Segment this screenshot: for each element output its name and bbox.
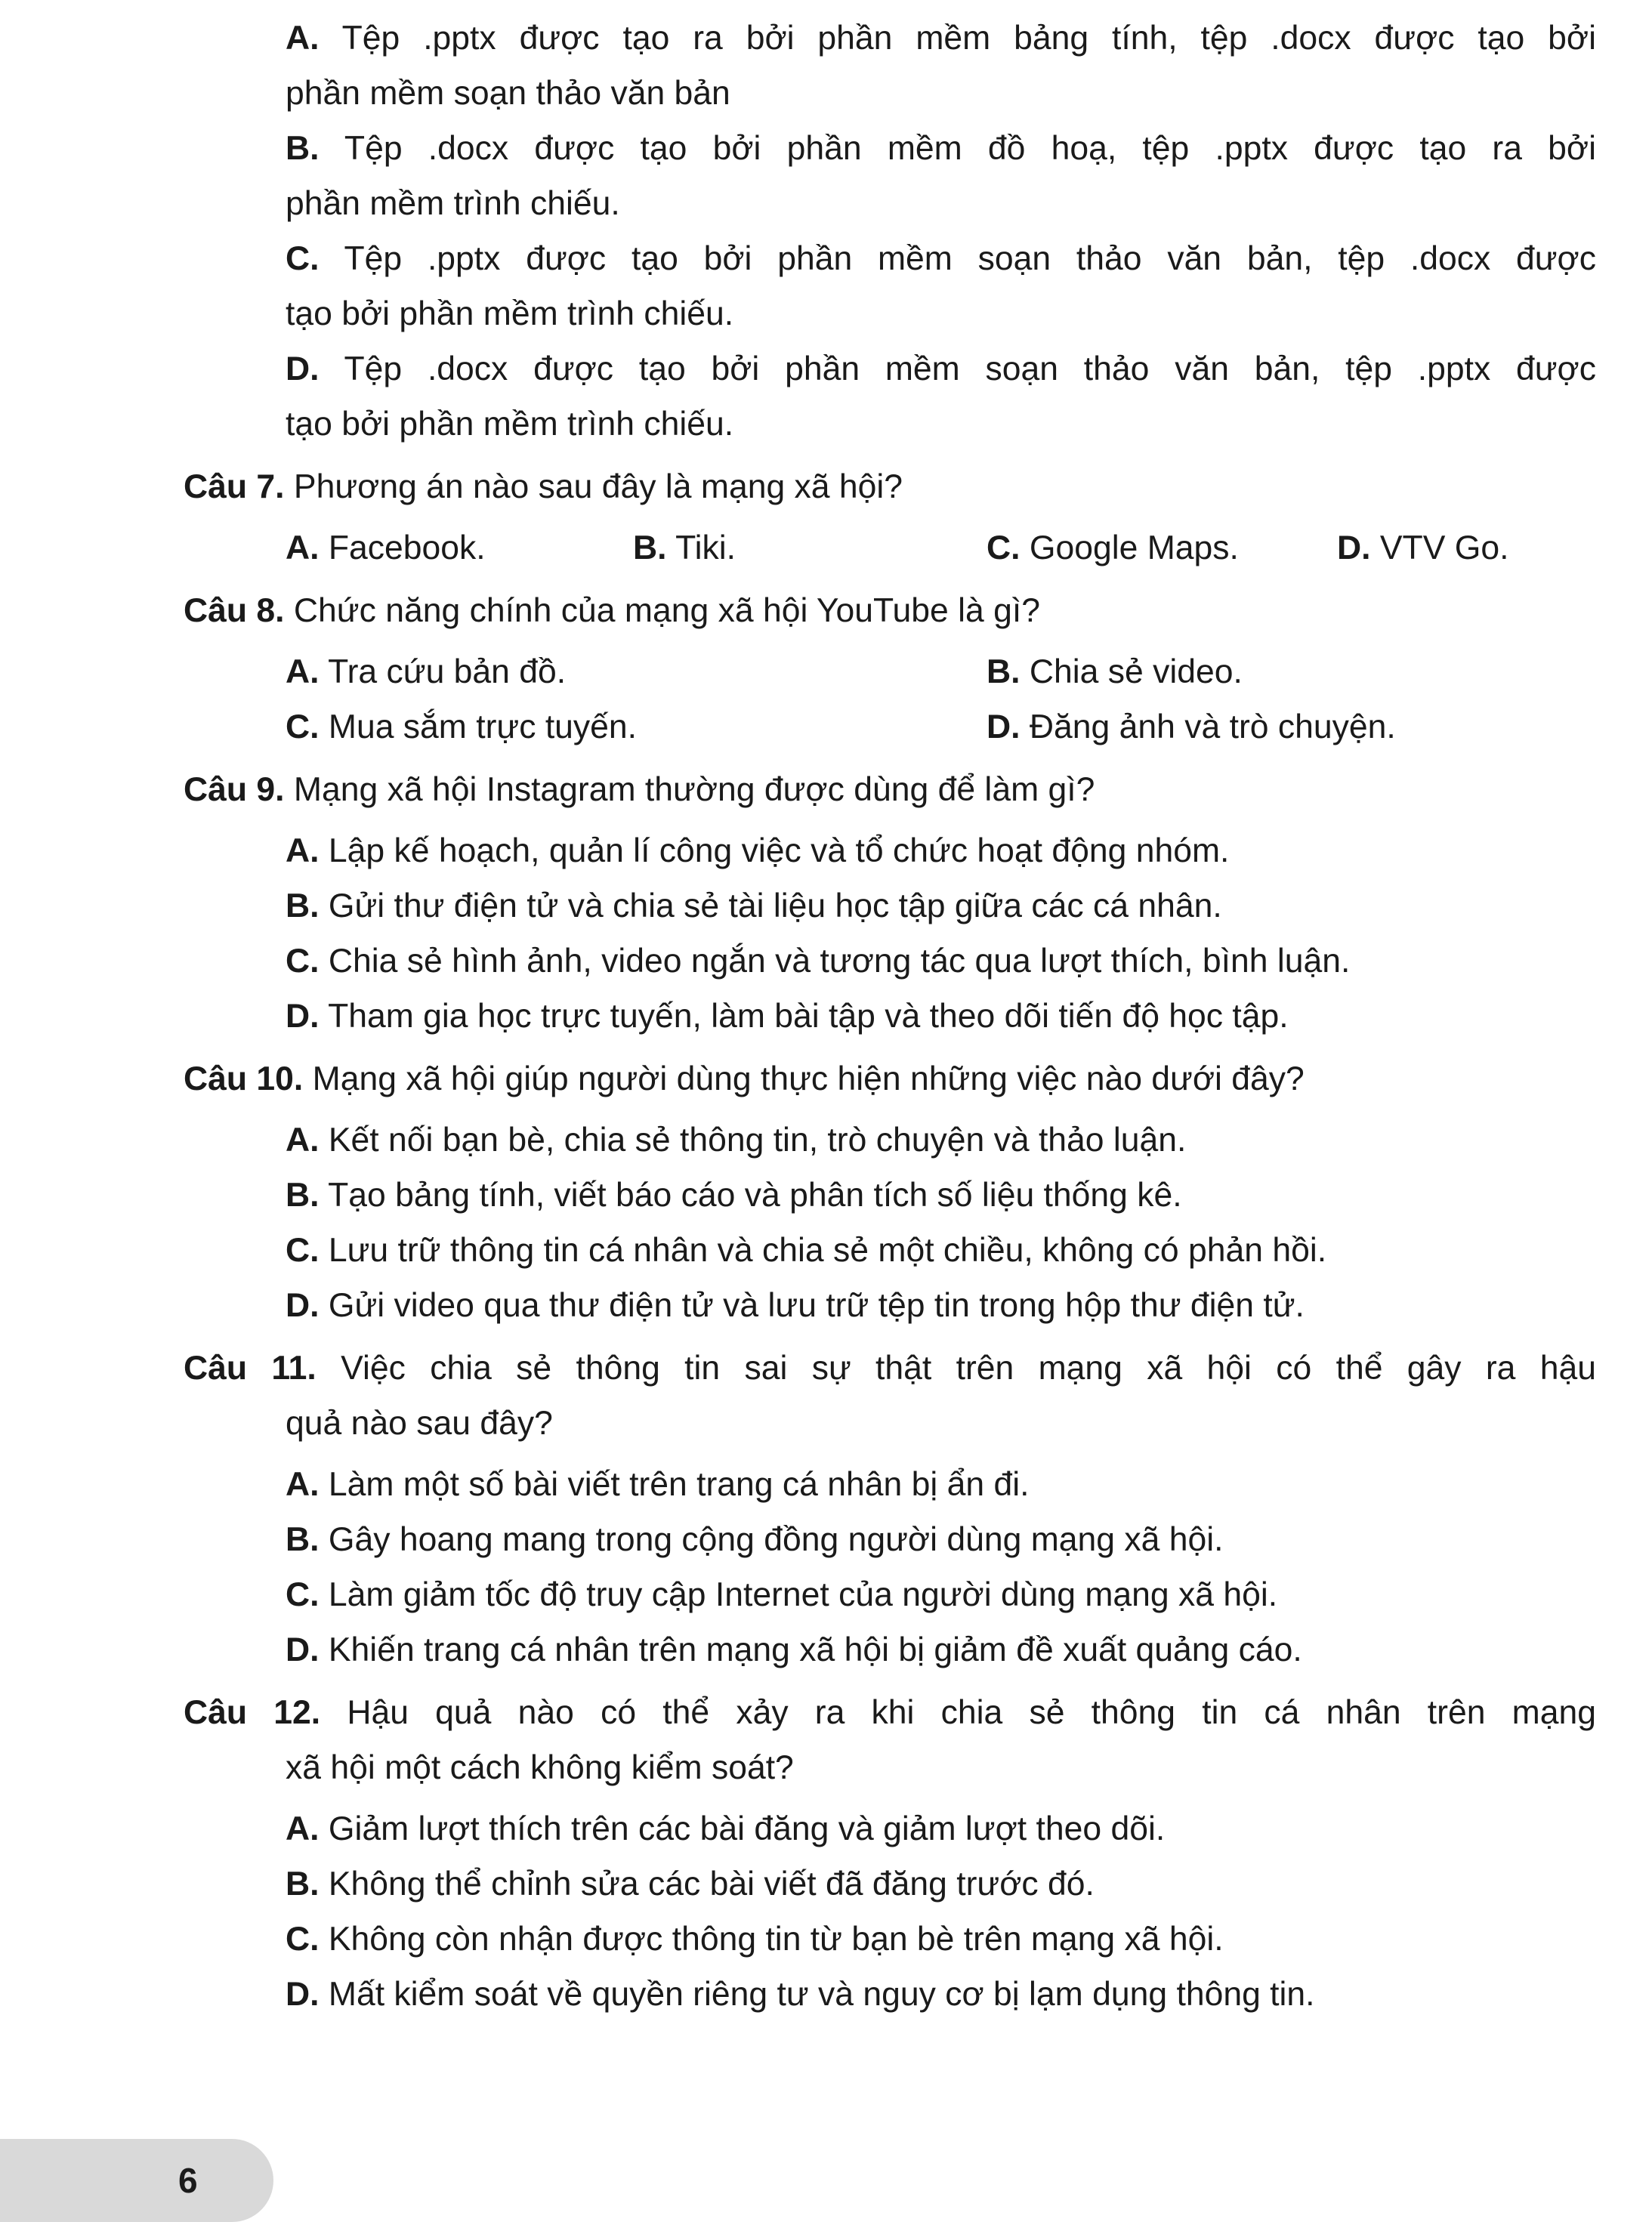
q6-option-a [184, 11, 1596, 121]
option-text-continuation: tạo bởi phần mềm trình chiếu. [286, 406, 734, 443]
q12-option-a: A. Giảm lượt thích trên các bài đăng và giảm lượt theo dõi. [286, 1810, 1166, 1847]
q8-options-row-1 [184, 644, 1596, 699]
q10-option-a: A. Kết nối bạn bè, chia sẻ thông tin, trò chuyện và thảo luận. [286, 1122, 1187, 1159]
option-text: Tệp .docx được tạo bởi phần mềm soạn thảo văn bản, tệp .pptx được [344, 350, 1596, 387]
q10-option-b: B. Tạo bảng tính, viết báo cáo và phân tích số liệu thống kê. [286, 1177, 1182, 1214]
option-text: Tệp .pptx được tạo bởi phần mềm soạn thảo văn bản, tệp .docx được [344, 240, 1596, 277]
question-label: Câu 11. [184, 1350, 317, 1387]
option-letter: D. [286, 350, 320, 387]
question-10 [184, 1051, 1596, 1106]
question-label: Câu 10. [184, 1060, 304, 1097]
option-letter: C. [286, 240, 320, 277]
question-label: Câu 7. [184, 468, 285, 505]
question-7 [184, 459, 1596, 514]
option-text-continuation: tạo bởi phần mềm trình chiếu. [286, 295, 734, 332]
question-12 [184, 1685, 1596, 1740]
option-text: Tệp .pptx được tạo ra bởi phần mềm bảng tính, tệp .docx được tạo bởi [341, 20, 1597, 57]
q6-option-b [184, 121, 1596, 231]
question-text: Mạng xã hội Instagram thường được dùng để làm gì? [293, 771, 1095, 808]
q9-option-b: B. Gửi thư điện tử và chia sẻ tài liệu học tập giữa các cá nhân. [286, 887, 1222, 924]
q12-option-b: B. Không thể chỉnh sửa các bài viết đã đăng trước đó. [286, 1866, 1095, 1903]
option-text-continuation: phần mềm soạn thảo văn bản [286, 75, 730, 112]
question-11-continuation: quả nào sau đây? [286, 1405, 553, 1442]
q7-option-a: A. Facebook. [286, 529, 486, 566]
question-label: Câu 9. [184, 771, 285, 808]
q8-option-d: D. Đăng ảnh và trò chuyện. [987, 708, 1396, 745]
q8-option-a: A. Tra cứu bản đồ. [286, 653, 567, 690]
question-text: Phương án nào sau đây là mạng xã hội? [293, 468, 903, 505]
question-9 [184, 762, 1596, 817]
q8-option-b: B. Chia sẻ video. [987, 653, 1243, 690]
q10-option-d: D. Gửi video qua thư điện tử và lưu trữ tệp tin trong hộp thư điện tử. [286, 1287, 1305, 1324]
q10-option-c: C. Lưu trữ thông tin cá nhân và chia sẻ một chiều, không có phản hồi. [286, 1232, 1327, 1269]
question-label: Câu 12. [184, 1694, 321, 1731]
question-list [184, 11, 1596, 2022]
page-number: 6 [178, 2161, 198, 2200]
question-text: Việc chia sẻ thông tin sai sự thật trên mạng xã hội có thể gây ra hậu [341, 1350, 1596, 1387]
q6-option-c [184, 231, 1596, 341]
q8-option-c: C. Mua sắm trực tuyến. [286, 708, 638, 745]
q9-option-c: C. Chia sẻ hình ảnh, video ngắn và tương tác qua lượt thích, bình luận. [286, 943, 1351, 980]
option-letter: A. [286, 20, 320, 57]
option-letter: B. [286, 130, 320, 167]
option-text: Tệp .docx được tạo bởi phần mềm đồ hoạ, tệp .pptx được tạo ra bởi [344, 130, 1596, 167]
q7-option-c: C. Google Maps. [987, 529, 1239, 566]
q11-option-a: A. Làm một số bài viết trên trang cá nhân bị ẩn đi. [286, 1466, 1030, 1503]
question-12-continuation: xã hội một cách không kiểm soát? [286, 1749, 794, 1786]
q9-option-a: A. Lập kế hoạch, quản lí công việc và tổ chức hoạt động nhóm. [286, 832, 1230, 869]
q7-option-d: D. VTV Go. [1337, 529, 1509, 566]
q7-option-b: B. Tiki. [633, 529, 736, 566]
option-text-continuation: phần mềm trình chiếu. [286, 185, 620, 222]
q9-option-d: D. Tham gia học trực tuyến, làm bài tập và theo dõi tiến độ học tập. [286, 998, 1289, 1035]
q11-option-d: D. Khiến trang cá nhân trên mạng xã hội bị giảm đề xuất quảng cáo. [286, 1631, 1302, 1668]
q12-option-c: C. Không còn nhận được thông tin từ bạn bè trên mạng xã hội. [286, 1921, 1224, 1958]
question-8 [184, 583, 1596, 638]
question-11 [184, 1341, 1596, 1396]
page-number-tab [0, 2139, 273, 2222]
question-text: Chức năng chính của mạng xã hội YouTube là gì? [293, 592, 1040, 629]
question-label: Câu 8. [184, 592, 285, 629]
q11-option-b: B. Gây hoang mang trong cộng đồng người dùng mạng xã hội. [286, 1521, 1224, 1558]
question-text: Mạng xã hội giúp người dùng thực hiện những việc nào dưới đây? [312, 1060, 1305, 1097]
q11-option-c: C. Làm giảm tốc độ truy cập Internet của người dùng mạng xã hội. [286, 1576, 1278, 1613]
q7-options [184, 520, 1596, 576]
question-text: Hậu quả nào có thể xảy ra khi chia sẻ thông tin cá nhân trên mạng [347, 1694, 1596, 1731]
q12-option-d: D. Mất kiểm soát về quyền riêng tư và nguy cơ bị lạm dụng thông tin. [286, 1976, 1315, 2013]
q8-options-row-2 [184, 699, 1596, 755]
q6-option-d [184, 341, 1596, 452]
